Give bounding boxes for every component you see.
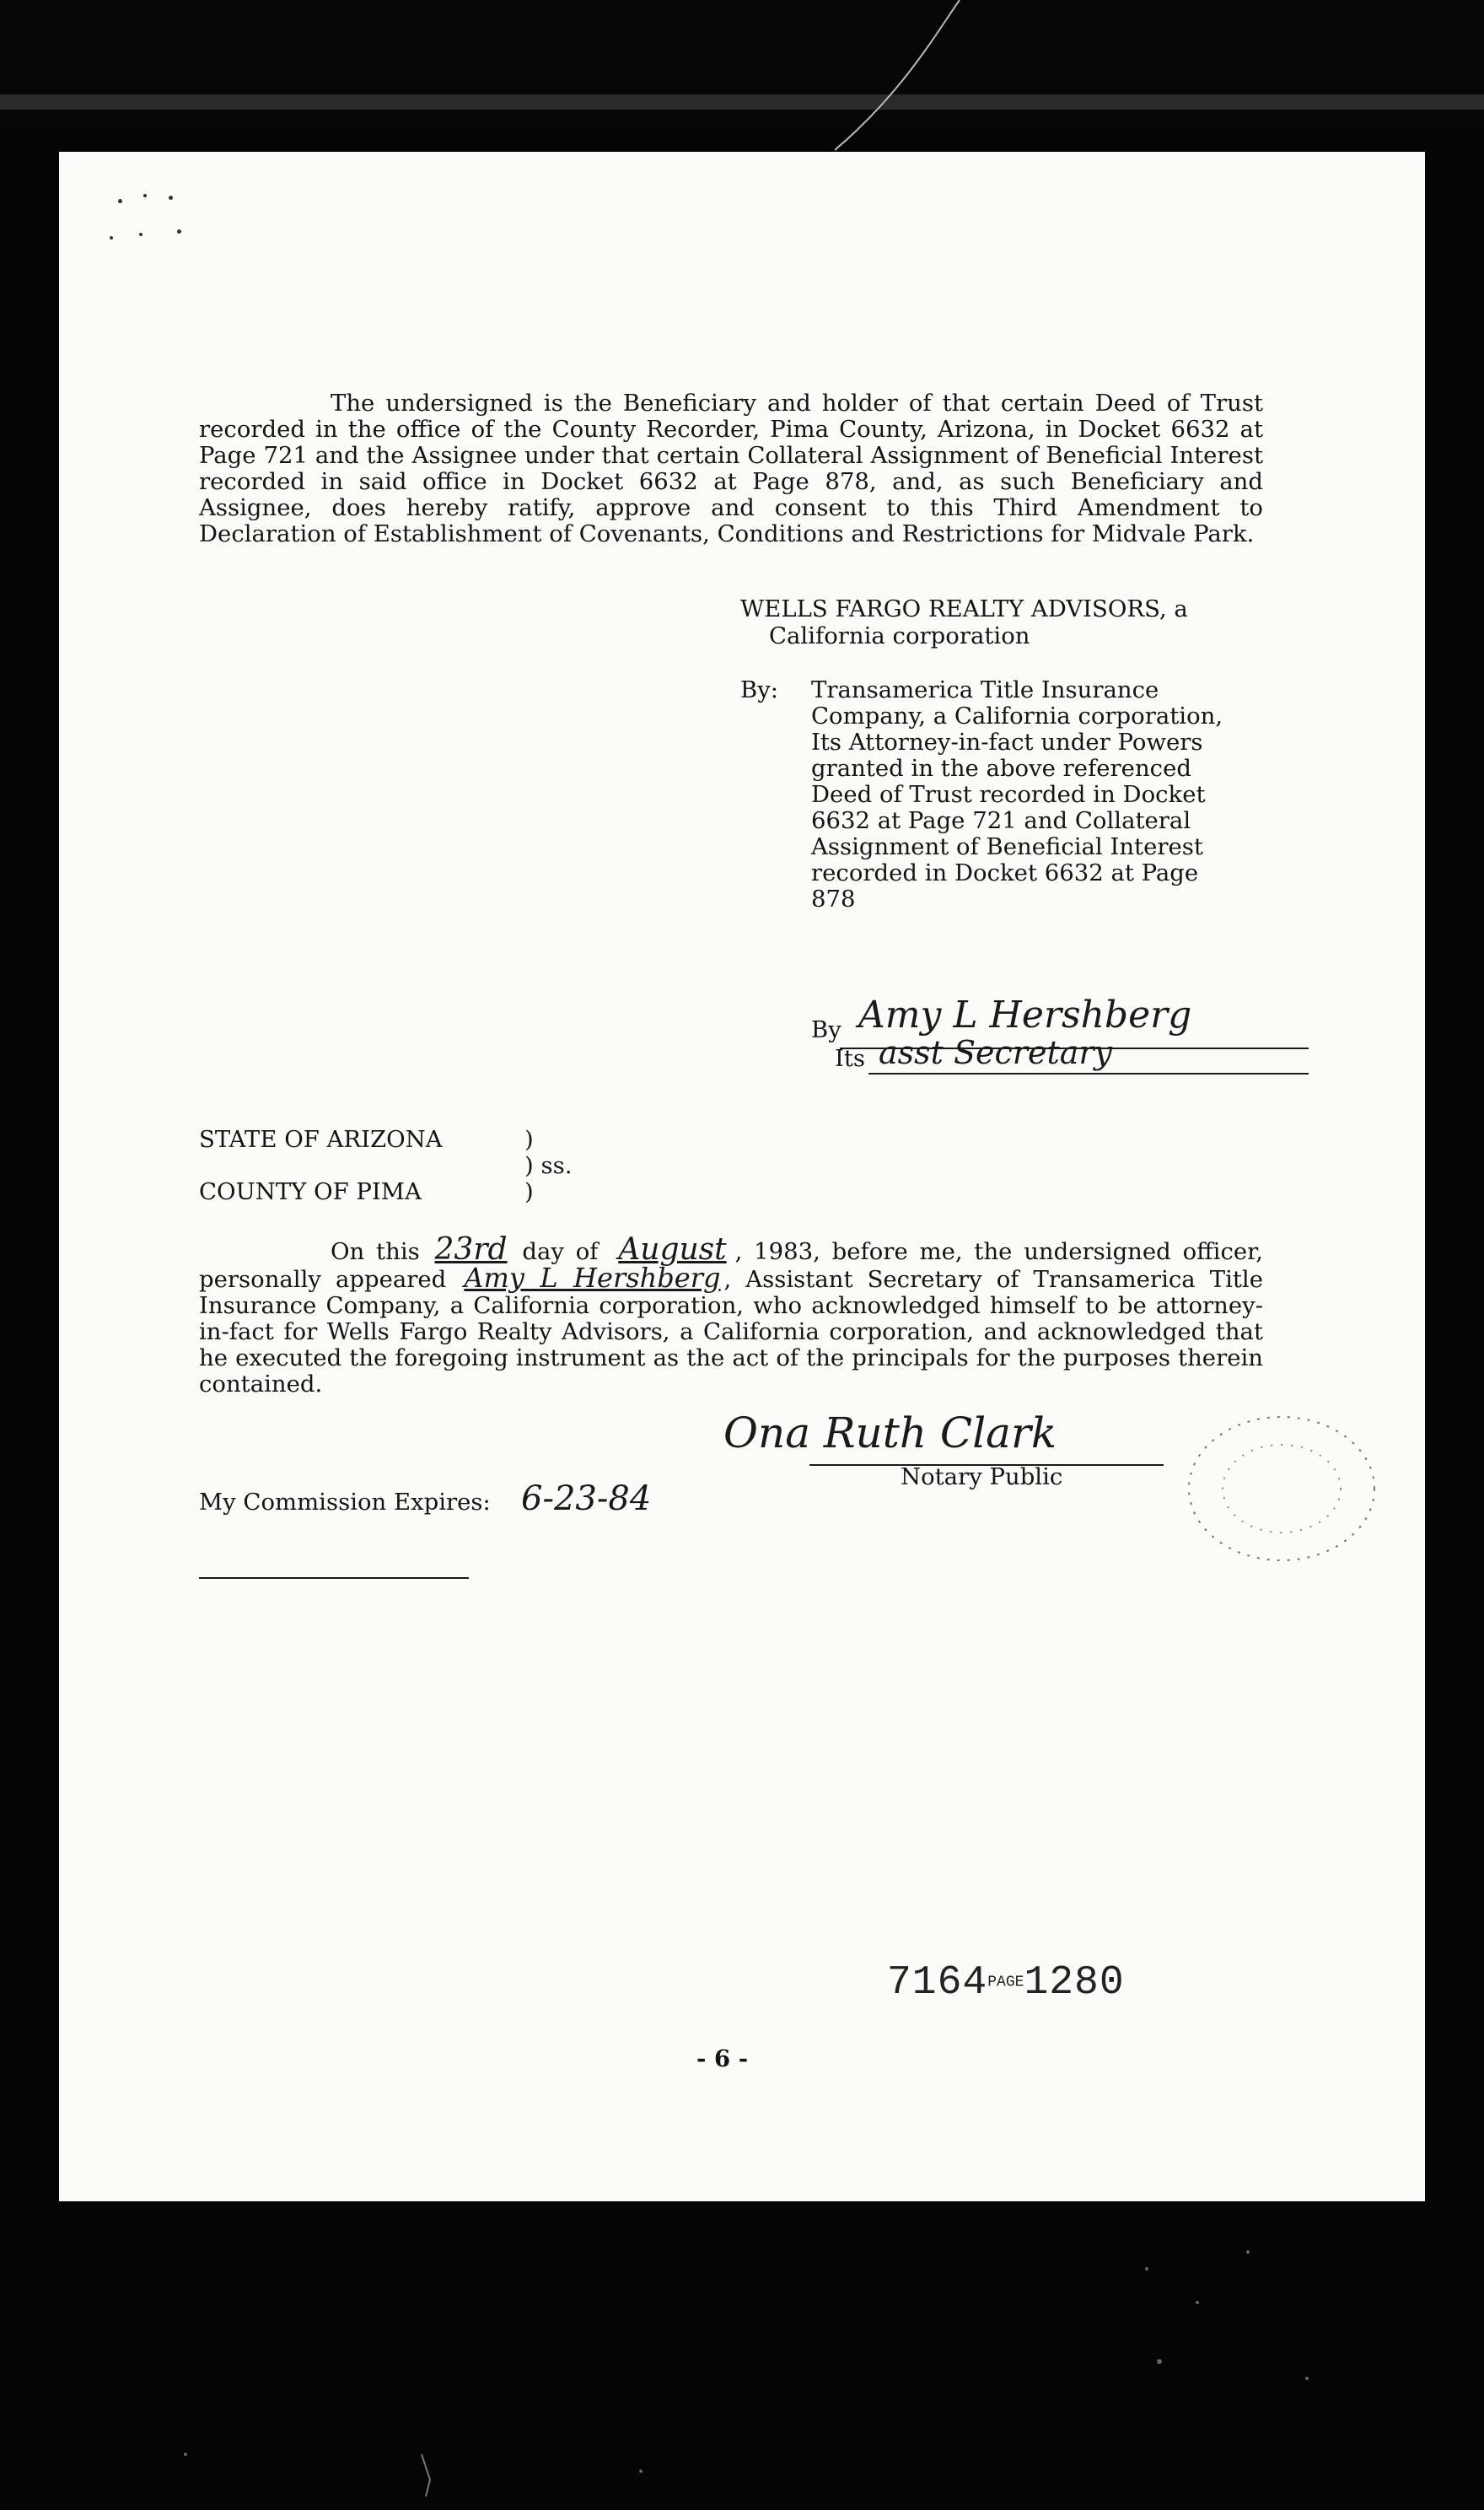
scan-speck bbox=[118, 199, 122, 203]
signature-title: asst Secretary bbox=[879, 1034, 1113, 1071]
scan-top-band bbox=[0, 94, 1484, 110]
docket-page-label: PAGE bbox=[987, 1974, 1024, 1991]
acknowledgment-paragraph bbox=[199, 1232, 1263, 1398]
docket-number: 7164 bbox=[887, 1960, 988, 2006]
venue-paren-1: ) bbox=[524, 1126, 534, 1153]
its-label: Its bbox=[835, 1045, 866, 1072]
state-label: STATE OF ARIZONA bbox=[199, 1126, 443, 1153]
county-label: COUNTY OF PIMA bbox=[199, 1178, 422, 1205]
document-page bbox=[59, 152, 1425, 2201]
scan-speck bbox=[139, 233, 142, 236]
ack-rest: , Assistant Secretary of Transamerica Title Insurance Company, a California corporation, who acknowledged himself to be attorney-in-fact for Wells Fargo Realty Advisors, a California corporation, and acknowledged that he executed the foregoing instrument as the act of the principals for the purposes therein contained. bbox=[199, 1266, 1263, 1398]
scan-speck bbox=[110, 236, 113, 240]
notary-seal-stamp bbox=[1172, 1409, 1391, 1577]
notary-signature: Ona Ruth Clark bbox=[723, 1409, 1057, 1457]
page-number: - 6 - bbox=[696, 2045, 749, 2072]
title-line bbox=[868, 1073, 1309, 1075]
scan-bottom-noise bbox=[0, 2201, 1484, 2510]
ack-appeared-handwritten: Amy L Hershberg bbox=[464, 1262, 721, 1294]
blank-line bbox=[199, 1577, 469, 1579]
scan-speck bbox=[143, 194, 147, 197]
venue-paren-3: ) bbox=[524, 1178, 534, 1205]
ack-on-this: On this bbox=[331, 1238, 420, 1265]
ack-month-handwritten: August bbox=[618, 1232, 727, 1267]
docket-stamp bbox=[887, 1960, 1125, 2006]
ack-year-text: , 1983, before me, the undersigned officer, personally appeared bbox=[199, 1238, 1263, 1293]
intro-paragraph: The undersigned is the Beneficiary and holder of that certain Deed of Trust recorded in the office of the County Recorder, Pima County, Arizona, in Docket 6632 at Page 721 and the Assignee under that certain Collateral Assignment of Beneficial Interest recorded in said office in Docket 6632 at Page 878, and, as such Beneficiary and Assignee, does hereby ratify, approve and consent to this Third Amendment to Declaration of Establishment of Covenants, Conditions and Restrictions for Midvale Park. bbox=[199, 390, 1263, 547]
company-type: California corporation bbox=[769, 622, 1030, 649]
docket-page-number: 1280 bbox=[1024, 1960, 1125, 2006]
scan-mark-line bbox=[835, 0, 961, 152]
notary-public-label: Notary Public bbox=[901, 1463, 1063, 1490]
scan-speck bbox=[169, 196, 173, 200]
signature-amy: Amy L Hershberg bbox=[858, 994, 1192, 1037]
signature-by-label: By bbox=[811, 1016, 841, 1043]
ack-day-of: day of bbox=[522, 1238, 599, 1265]
commission-expires-date: 6-23-84 bbox=[521, 1479, 652, 1518]
attorney-in-fact-text: Transamerica Title Insurance Company, a California corporation, Its Attorney-in-fact under Powers granted in the above referenced Deed of Trust recorded in Docket 6632 at Page 721 and Collateral Assignment of Beneficial Interest recorded in Docket 6632 at Page 878 bbox=[811, 676, 1223, 913]
company-name: WELLS FARGO REALTY ADVISORS, a bbox=[740, 595, 1188, 622]
by-label: By: bbox=[740, 676, 779, 703]
commission-expires-label: My Commission Expires: bbox=[199, 1489, 491, 1516]
ack-day-handwritten: 23rd bbox=[434, 1232, 508, 1267]
scan-speck bbox=[177, 229, 181, 234]
venue-paren-ss: ) ss. bbox=[524, 1152, 573, 1179]
